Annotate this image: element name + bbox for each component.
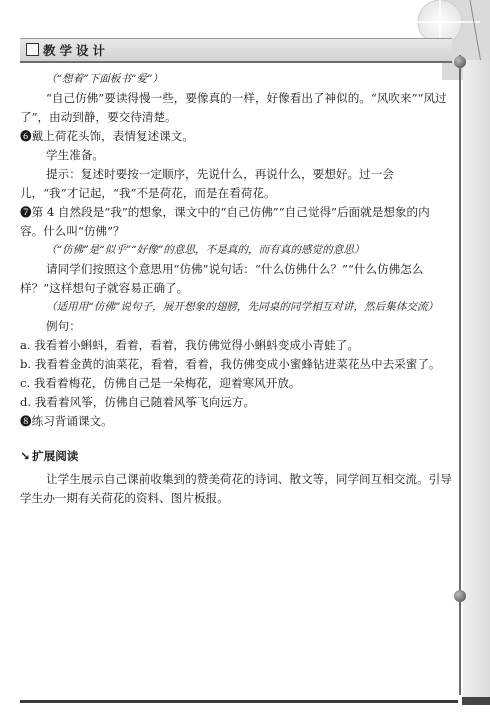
lesson-content <box>20 70 452 508</box>
extended-reading-heading <box>20 447 452 466</box>
section-header <box>20 38 452 63</box>
footer-rule <box>20 700 458 703</box>
footer-bar <box>462 697 490 705</box>
rail-dot-bottom-icon <box>454 590 466 602</box>
arrow-down-right-icon: ↘ <box>20 449 30 463</box>
step-8: ❽练习背诵课文。 <box>20 414 113 428</box>
paragraph <box>20 89 452 127</box>
paragraph <box>20 260 452 298</box>
examples-label: 例句： <box>46 319 81 333</box>
activity-note: （适用用“仿佛”说句子，展开想象的翅膀，先同桌的同学相互对讲，然后集体交流） <box>46 301 439 313</box>
example-a: a. 我看着小蝌蚪，看着，看着，我仿佛觉得小蝌蚪变成小青蛙了。 <box>20 338 359 352</box>
header-checkbox-icon <box>26 43 39 56</box>
header-title: 教学设计 <box>43 43 110 58</box>
extended-reading-body <box>20 470 452 508</box>
example-d: d. 我看着风筝，仿佛自己随着风筝飞向远方。 <box>20 395 256 409</box>
paragraph-text: 请同学们按照这个意思用“仿佛”说句话：“什么仿佛什么？”“什么仿佛怎么样？”这样想句子就容易正确了。 <box>20 262 424 295</box>
step-7: ❼第 4 自然段是“我”的想象，课文中的“自己仿佛”“自己觉得”后面就是想象的内容。什么叫“仿佛”？ <box>20 205 430 238</box>
extended-reading-title: 扩展阅读 <box>32 449 79 463</box>
paragraph-text: 提示：复述时要按一定顺序，先说什么，再说什么，要想好。过一会儿，“我”才记起，“我”不是荷花，而是在看荷花。 <box>20 167 394 200</box>
example-b: b. 我看着金黄的油菜花，看着，看着，我仿佛变成小蜜蜂钻进菜花丛中去采蜜了。 <box>20 357 441 371</box>
paragraph-text: “自己仿佛”要读得慢一些，要像真的一样，好像看出了神似的。“风吹来”“风过了”，由动到静，要交待清楚。 <box>20 91 447 124</box>
rail-dot-top-icon <box>454 56 466 68</box>
explanation-note: （“仿佛”是“似乎”“好像”的意思，不是真的，而有真的感觉的意思） <box>46 244 365 256</box>
board-note: （“想着”下面板书“爱”） <box>46 73 164 85</box>
margin-strip <box>463 60 490 700</box>
example-c: c. 我看着梅花，仿佛自己是一朵梅花，迎着寒风开放。 <box>20 376 301 390</box>
paragraph: 学生准备。 <box>46 148 104 162</box>
paragraph <box>20 165 452 203</box>
step-6: ❻戴上荷花头饰，表情复述课文。 <box>20 129 194 143</box>
extended-reading-text: 让学生展示自己课前收集到的赞美荷花的诗词、散文等，同学间互相交流。引导学生办一期有关荷花的资料、图片板报。 <box>20 472 452 505</box>
